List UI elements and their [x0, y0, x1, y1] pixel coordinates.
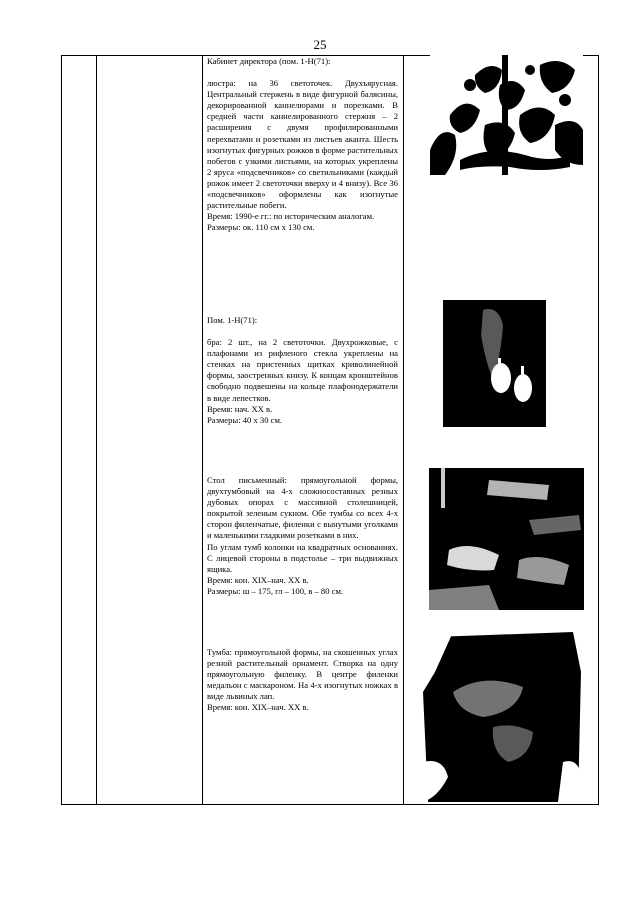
chandelier-photo	[430, 55, 583, 175]
page-number: 25	[313, 37, 327, 52]
date-text: Время: кон. XIX–нач. XX в.	[207, 574, 309, 585]
description-text: Стол письменный: прямоугольной формы, двухтумбовый на 4-х сложносоставных резных дубовых опорах с массивной столешницей, покрытой зеленым сукном. Обе тумбы со всех 4-х сторон филенчатые, филенки с вынутыми уголками и маленькими гладкими розетками в них.	[207, 475, 398, 541]
sconces-photo	[443, 300, 546, 427]
column-divider	[96, 56, 97, 804]
date-text: Время: нач. XX в.	[207, 403, 273, 414]
size-text: Размеры: ш – 175, гл – 100, в – 80 см.	[207, 585, 344, 596]
item-description-sconces	[207, 315, 398, 426]
size-text: Размеры: 40 х 30 см.	[207, 414, 283, 425]
date-text: Время: кон. XIX–нач. XX в.	[207, 702, 309, 713]
column-divider	[403, 56, 404, 804]
desk-photo	[429, 460, 584, 610]
description-text: Тумба: прямоугольной формы, на скошенных углах резной растительный орнамент. Створка на одну прямоугольную филенку. В центре филенки медальон с маскароном. На 4-х изогнутых ножках в виде львиных лап.	[207, 647, 398, 702]
item-description-desk	[207, 475, 398, 597]
column-divider	[202, 56, 203, 804]
cabinet-photo	[423, 632, 581, 802]
item-description-cabinet	[207, 647, 398, 714]
section-heading: Кабинет директора (пом. 1-Н(71):	[207, 56, 331, 66]
description-text: бра: 2 шт., на 2 светоточки. Двухрожковые, с плафонами из рифленого стекла укреплены на стенках на пристенных щитках криволинейной формы, заостренных книзу. К концам кронштейнов свободно подвешены на кольце плафонодержатели в виде лепестков.	[207, 337, 398, 403]
size-text: Размеры: ок. 110 см х 130 см.	[207, 222, 315, 233]
date-text: Время: 1990-е гг.: по историческим аналогам.	[207, 211, 375, 222]
description-text: По углам тумб колонки на квадратных основаниях. С лицевой стороны в подстолье – три выдвижных ящика.	[207, 541, 398, 574]
description-text: люстра: на 36 светоточек. Двухъярусная. Центральный стержень в виде фигурной балясины, декорированной каннелюрами и порезками. В средней части каннелированного стержня – 2 расширения с двумя профилированными перехватами и розетками из листьев аканта. Шесть изогнутых фигурных рожков в форме растительных побегов с узкими листьями, на которых укреплены 2 яруса «подсвечников» со светильниками (каждый рожок имеет 2 светоточки вверху и 4 внизу). Все 36 «подсвечников» оформлены как изогнутые растительные побеги.	[207, 78, 398, 211]
item-description-chandelier	[207, 56, 398, 233]
section-heading: Пом. 1-Н(71):	[207, 315, 258, 325]
